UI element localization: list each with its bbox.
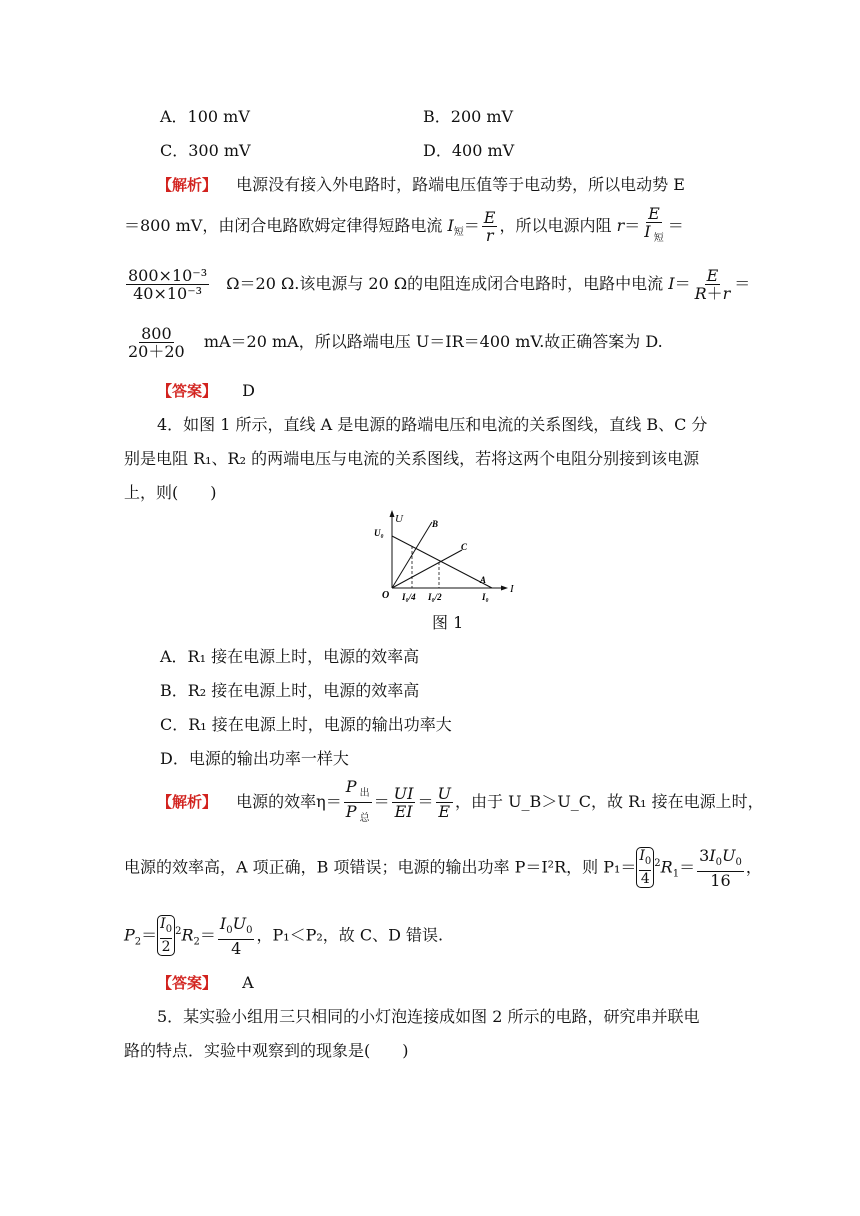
analysis-text: ＝800 mV，由闭合电路欧姆定律得短路电流 xyxy=(124,216,443,235)
option-b: B．200 mV xyxy=(423,107,514,126)
analysis-line xyxy=(124,320,663,364)
answer-value: A xyxy=(242,973,254,992)
analysis-text: 电源没有接入外电路时，路端电压值等于电动势，所以电动势 E xyxy=(236,175,685,194)
i0-label: I₀ xyxy=(482,592,489,602)
figure-caption: 图 1 xyxy=(432,613,464,632)
analysis-line: $\frac{\text{800×10⁻³}}{\text{40×10⁻³}}$ Ω＝20 Ω.该电源与 20 Ω的电阻连成闭合电路时，电路中电流 I＝ $\frac{E}{R+r}$ ＝ xyxy=(128,266,751,303)
option-a: A．R₁ 接在电源上时，电源的效率高 xyxy=(160,647,420,666)
analysis-block-q3 xyxy=(157,174,685,196)
question-4-line: 别是电阻 R₁、R₂ 的两端电压与电流的关系图线，若将这两个电阻分别接到该电源 xyxy=(124,449,700,468)
question-4-line: 4．如图 1 所示，直线 A 是电源的路端电压和电流的关系图线，直线 B、C 分 xyxy=(157,415,708,434)
option-c: C．R₁ 接在电源上时，电源的输出功率大 xyxy=(160,715,452,734)
analysis-line: $P_2=$ $I_0$ $2^2R_2=$ $\frac{I_0U_0}{4}$ ，P₁＜P₂，故 C、D 错误. xyxy=(124,913,444,958)
origin-label: O xyxy=(382,590,390,601)
option-d: D．电源的输出功率一样大 xyxy=(160,749,349,768)
analysis-text: ，P₁＜P₂，故 C、D 错误. xyxy=(256,925,444,945)
option-d: D．400 mV xyxy=(423,141,515,160)
analysis-line: 电源的效率高，A 项正确，B 项错误；电源的输出功率 P＝I²R，则 P₁＝ $I_0$ $4^2R_1=$ $\frac{3I_0U_0}{16}$ ， xyxy=(124,845,762,890)
fraction-numerator: 800 xyxy=(141,324,172,343)
analysis-block-q4: 【解析】 电源的效率η＝ $\frac{P _出}{P _总}$ ＝ $\frac{UI}{EI}$ ＝ $\frac{U}{E}$ ，由于 U_B＞U_C，故 R₁ 接在电源上时， xyxy=(157,777,764,825)
line-c xyxy=(392,550,462,588)
analysis-text: ，由于 U_B＞U_C，故 R₁ 接在电源上时， xyxy=(454,792,764,812)
option-a: A．100 mV xyxy=(160,107,250,126)
line-b-label: B xyxy=(432,519,439,529)
option-b: B．R₂ 接在电源上时，电源的效率高 xyxy=(160,681,420,700)
i0-2-label: I₀/2 xyxy=(428,592,442,602)
question-5-line: 路的特点．实验中观察到的现象是( ) xyxy=(124,1041,409,1060)
fraction-denominator: 40×10⁻³ xyxy=(133,284,203,303)
line-c-label: C xyxy=(461,542,468,552)
answer-tag: 【答案】 xyxy=(157,974,218,992)
analysis-text: ，所以电源内阻 xyxy=(499,216,612,235)
i-axis-label: I xyxy=(510,583,514,595)
fraction-denominator: 20＋20 xyxy=(128,342,185,361)
u-axis-label: U xyxy=(395,513,403,525)
answer-block-q4 xyxy=(157,972,254,994)
u-axis-arrow xyxy=(390,510,395,517)
answer-value: D xyxy=(242,381,255,400)
analysis-tag: 【解析】 xyxy=(157,176,218,194)
option-c: C．300 mV xyxy=(160,141,251,160)
analysis-tag: 【解析】 xyxy=(157,793,218,812)
u0-label: U₀ xyxy=(374,528,384,538)
analysis-text: 电源的效率高，A 项正确，B 项错误；电源的输出功率 P＝I²R，则 P₁＝ xyxy=(124,857,637,877)
figure-1-graph xyxy=(370,508,520,608)
analysis-text: 电源的效率η＝ xyxy=(236,792,342,812)
analysis-line: ＝800 mV，由闭合电路欧姆定律得短路电流 $I_短=$ $\frac{E}{r}$ ，所以电源内阻 r＝ $\frac{E}{I _短}$ ＝ xyxy=(124,204,684,245)
analysis-text: Ω＝20 Ω.该电源与 20 Ω的电阻连成闭合电路时，电路中电流 xyxy=(226,274,664,293)
line-a-label: A xyxy=(480,575,487,585)
answer-block-q3 xyxy=(157,380,255,402)
i0-4-label: I₀/4 xyxy=(402,592,416,602)
question-4-line: 上，则( ) xyxy=(124,483,217,502)
fraction-numerator: 800×10⁻³ xyxy=(128,266,208,285)
i-axis-arrow xyxy=(501,586,508,591)
question-5-line: 5．某实验小组用三只相同的小灯泡连接成如图 2 所示的电路，研究串并联电 xyxy=(157,1007,700,1026)
analysis-text: mA＝20 mA，所以路端电压 U＝IR＝400 mV.故正确答案为 D. xyxy=(203,332,663,351)
answer-tag: 【答案】 xyxy=(157,382,218,400)
